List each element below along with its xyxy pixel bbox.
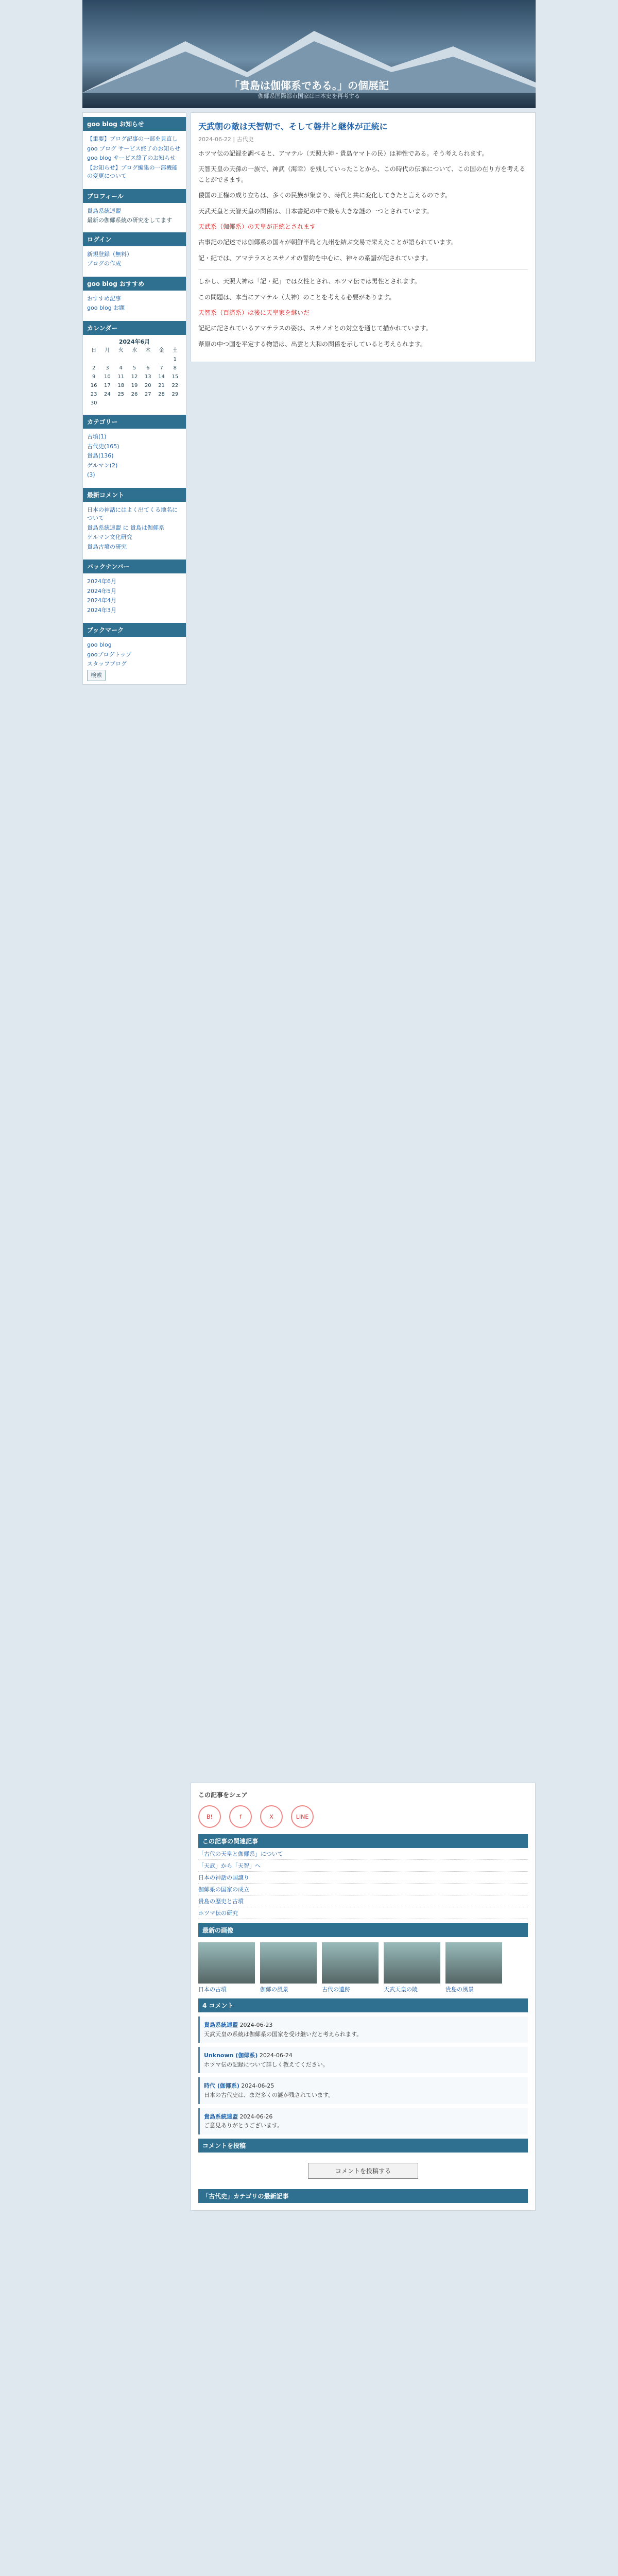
archive-link[interactable]: 2024年3月 [87,606,116,614]
thumbnail-image [260,1942,317,1984]
calendar-day [128,355,141,364]
sidebar-heading: バックナンバー [83,560,186,573]
article-paragraph: 倭国の王権の成り立ちは、多くの民族が集まり、時代と共に変化してきたと言えるのです。 [198,192,452,199]
calendar [87,346,182,408]
share-label: この記事をシェア [198,1791,248,1799]
article-meta: 2024-06-22 | 古代史 [198,136,254,143]
bookmark-link[interactable]: gooブログトップ [87,651,132,658]
sidebar-heading: カテゴリー [83,415,186,429]
comment [198,2016,528,2043]
calendar-day [141,399,154,408]
archive-link[interactable]: 2024年5月 [87,587,116,595]
comment-text: 日本の古代史は、まだ多くの謎が残されています。 [204,2091,334,2098]
article-title[interactable]: 天武朝の敵は天智朝で、そして磐井と継体が正統に [198,122,388,131]
calendar-day[interactable]: 11 [117,374,125,380]
thumbnail-image [322,1942,379,1984]
comment-date: 2024-06-23 [239,2022,273,2028]
article-paragraph: 古事記の記述では伽倻系の国々が朝鮮半島と九州を結ぶ交易で栄えたことが語られています。 [198,239,458,246]
article-paragraph: 記紀に記されているアマテラスの姿は、スサノオとの対立を通じて描かれています。 [198,325,432,332]
comment-date: 2024-06-25 [241,2082,274,2090]
sidebar-heading: プロフィール [83,189,186,203]
article-paragraph: 記・紀では、アマテラスとスサノオの誓約を中心に、神々の系譜が記されています。 [198,254,432,262]
calendar-day [141,355,154,364]
calendar-day[interactable]: 18 [117,383,125,388]
recent-comment[interactable]: ゲルマン文化研究 [87,534,132,540]
signup-link[interactable]: 新規登録（無料） [87,250,132,258]
thumbnail[interactable] [384,1942,440,1993]
calendar-day[interactable]: 28 [158,392,165,397]
blog-title[interactable]: 「貴島は伽倻系である。」の個展記 [229,79,389,92]
calendar-day[interactable]: 16 [90,383,97,388]
article-highlight: 天武系（伽倻系）の天皇が正統とされます [198,223,316,230]
calendar-day-head: 金 [159,348,164,353]
calendar-day[interactable]: 3 [106,365,109,371]
calendar-day[interactable]: 15 [171,374,179,380]
calendar-day [100,399,114,408]
calendar-month: 2024年6月 [118,338,150,345]
category-link[interactable]: (3) [87,471,95,478]
create-blog-link[interactable]: ブログの作成 [87,260,121,267]
latest-images-heading: 最新の画像 [198,1923,528,1937]
thumbnail-caption[interactable]: 貴島の風景 [445,1986,474,1993]
sidebar-link[interactable]: 【重要】ブログ記事の一部を見直し [87,135,178,142]
comments-heading: 4 コメント [198,1998,528,2012]
calendar-day[interactable]: 25 [117,392,125,397]
calendar-day [114,399,128,408]
related-heading: この記事の関連記事 [198,1834,528,1848]
calendar-day[interactable]: 17 [104,383,111,388]
calendar-day[interactable]: 30 [90,400,97,406]
facebook-share-button[interactable]: f [229,1805,252,1828]
divider [198,269,528,270]
sidebar-heading: goo blog お知らせ [83,117,186,131]
article-paragraph: しかし、天照大神は「記・紀」では女性とされ、ホツマ伝では男性とされます。 [198,278,421,285]
calendar-day[interactable]: 19 [131,383,138,388]
calendar-day[interactable]: 22 [171,383,179,388]
archive-link[interactable]: 2024年6月 [87,578,116,585]
thumbnail[interactable] [198,1942,255,1993]
calendar-day [100,355,114,364]
line-share-button[interactable]: LINE [291,1805,314,1828]
recent-comment[interactable]: 貴島古墳の研究 [87,543,127,550]
archive-link[interactable]: 2024年4月 [87,597,116,604]
comment-date: 2024-06-24 [259,2052,293,2059]
calendar-day [128,399,141,408]
bookmark-link[interactable]: goo blog [87,641,112,648]
comment-author[interactable]: Unknown (伽倻系) [204,2052,258,2059]
article-paragraph: 葦原の中つ国を平定する物語は、出雲と大和の関係を示していると考えられます。 [198,340,427,348]
sidebar-link[interactable]: おすすめ記事 [87,295,122,302]
article-paragraph: この問題は、本当にアマテル（大神）のことを考える必要があります。 [198,293,396,301]
calendar-day[interactable]: 21 [158,383,165,388]
calendar-day[interactable]: 7 [160,365,163,371]
article-paragraph: ホツマ伝の記録を調べると、アマテル（天照大神・貴島ヤマトの民）は神性である。そう考えられます。 [198,150,488,157]
calendar-day-head: 月 [105,348,110,353]
sidebar-link[interactable]: goo ブログ サービス終了のお知らせ [87,145,181,152]
calendar-day-head: 木 [145,348,151,353]
profile-name[interactable]: 貴島系統連盟 [87,207,121,214]
related-item[interactable]: 貴島の歴史と古墳 [198,1895,528,1907]
search-button[interactable]: 検索 [87,670,106,682]
calendar-day[interactable]: 8 [173,365,177,371]
recent-comment[interactable]: 日本の神話にはよく出てくる地名について [87,506,178,521]
comment [198,2108,528,2134]
calendar-day [154,399,168,408]
bookmark-link[interactable]: スタッフブログ [87,660,127,667]
sidebar-link[interactable]: goo blog サービス終了のお知らせ [87,155,176,161]
sidebar [82,112,186,685]
calendar-day[interactable]: 26 [131,392,138,397]
calendar-day[interactable]: 13 [144,374,151,380]
related-item[interactable]: 日本の神話の国譲り [198,1872,528,1884]
blog-header [82,0,536,108]
related-item[interactable]: ホツマ伝の研究 [198,1907,528,1919]
sidebar-link[interactable]: goo blog お題 [87,304,125,311]
thumbnail-image [198,1942,255,1984]
sidebar-heading: カレンダー [83,321,186,335]
thumbnail-caption[interactable]: 伽倻の風景 [260,1986,288,1993]
comment [198,2047,528,2073]
comment-author[interactable]: 貴島系統連盟 [204,2113,238,2120]
calendar-day-head: 土 [172,348,178,353]
calendar-day [168,399,182,408]
calendar-day[interactable]: 10 [104,374,111,380]
thumbnail-row [198,1942,528,1993]
post-comment-button[interactable]: コメントを投稿する [308,2163,418,2179]
comment-author[interactable]: 貴島系統連盟 [204,2022,238,2028]
calendar-day-head: 火 [118,348,124,353]
thumbnail-image [384,1942,440,1984]
related-item[interactable]: 「天武」から「天智」へ [198,1860,528,1872]
calendar-day[interactable]: 23 [90,392,97,397]
comment [198,2077,528,2104]
comment-text: 天武天皇の系統は伽倻系の国家を受け継いだと考えられます。 [204,2030,363,2038]
comment-text: ご意見ありがとうございます。 [204,2122,283,2129]
sidebar-heading: goo blog おすすめ [83,277,186,291]
calendar-day [87,355,100,364]
calendar-day [114,355,128,364]
sidebar-heading: ログイン [83,232,186,246]
calendar-day[interactable]: 4 [119,365,123,371]
sidebar-heading: 最新コメント [83,488,186,502]
article [191,112,536,362]
x-share-button[interactable]: X [260,1805,283,1828]
related-item[interactable]: 「古代の天皇と伽倻系」について [198,1848,528,1860]
article-paragraph: 天智天皇の天孫の一族で、神武（海幸）を残していったことから、この時代の伝承について、この国の在り方を考えることができます。 [198,165,526,183]
category-link[interactable]: 古墳(1) [87,433,107,440]
calendar-day [154,355,168,364]
category-link[interactable]: ゲルマン(2) [87,462,118,469]
article-footer-area [191,1783,536,2211]
comment-form-heading: コメントを投稿 [198,2139,528,2153]
calendar-day[interactable]: 20 [144,383,151,388]
thumbnail[interactable] [445,1942,502,1993]
share-buttons [198,1805,528,1828]
related-item[interactable]: 伽倻系の国家の成立 [198,1884,528,1895]
blog-subtitle: 伽倻系国際都市国家は日本史を再考する [258,93,360,99]
thumbnail[interactable] [322,1942,379,1993]
sidebar-link[interactable]: 【お知らせ】ブログ編集の一部機能の変更について [87,164,178,179]
article-highlight: 天智系（百済系）は後に天皇家を継いだ [198,309,310,316]
profile-desc: 最新の伽倻系統の研究をしてます [87,217,172,224]
calendar-day[interactable]: 12 [131,374,138,380]
category-link[interactable]: 古代史(165) [87,443,119,450]
calendar-day[interactable]: 1 [173,357,177,362]
calendar-day-head: 日 [91,348,97,353]
comment-date: 2024-06-26 [239,2113,273,2120]
calendar-day[interactable]: 27 [144,392,151,397]
thumbnail-caption[interactable]: 日本の古墳 [198,1986,227,1993]
thumbnail-caption[interactable]: 古代の遺跡 [322,1986,350,1993]
thumbnail-caption[interactable]: 天武天皇の陵 [384,1986,418,1993]
comment-text: ホツマ伝の記録について詳しく教えてください。 [204,2061,329,2068]
article-paragraph: 天武天皇と天智天皇の関係は、日本書紀の中で最も大きな謎の一つとされています。 [198,207,433,215]
calendar-day[interactable]: 24 [104,392,111,397]
calendar-day-head: 水 [131,348,137,353]
calendar-day[interactable]: 5 [132,365,136,371]
thumbnail[interactable] [260,1942,317,1993]
sidebar-heading: ブックマーク [83,623,186,637]
category-link[interactable]: 貴島(136) [87,452,114,459]
comment-author[interactable]: 時代 (伽倻系) [204,2082,239,2090]
calendar-day[interactable]: 6 [146,365,150,371]
calendar-day[interactable]: 14 [158,374,165,380]
calendar-day[interactable]: 9 [92,374,96,380]
calendar-day[interactable]: 29 [171,392,179,397]
hatena-share-button[interactable]: B! [198,1805,221,1828]
calendar-day[interactable]: 2 [92,365,96,371]
category-latest-heading: 「古代史」カテゴリの最新記事 [198,2189,528,2203]
related-list [198,1848,528,1919]
thumbnail-image [445,1942,502,1984]
recent-comment[interactable]: 貴島系統連盟 に 貴島は伽倻系 [87,524,164,531]
